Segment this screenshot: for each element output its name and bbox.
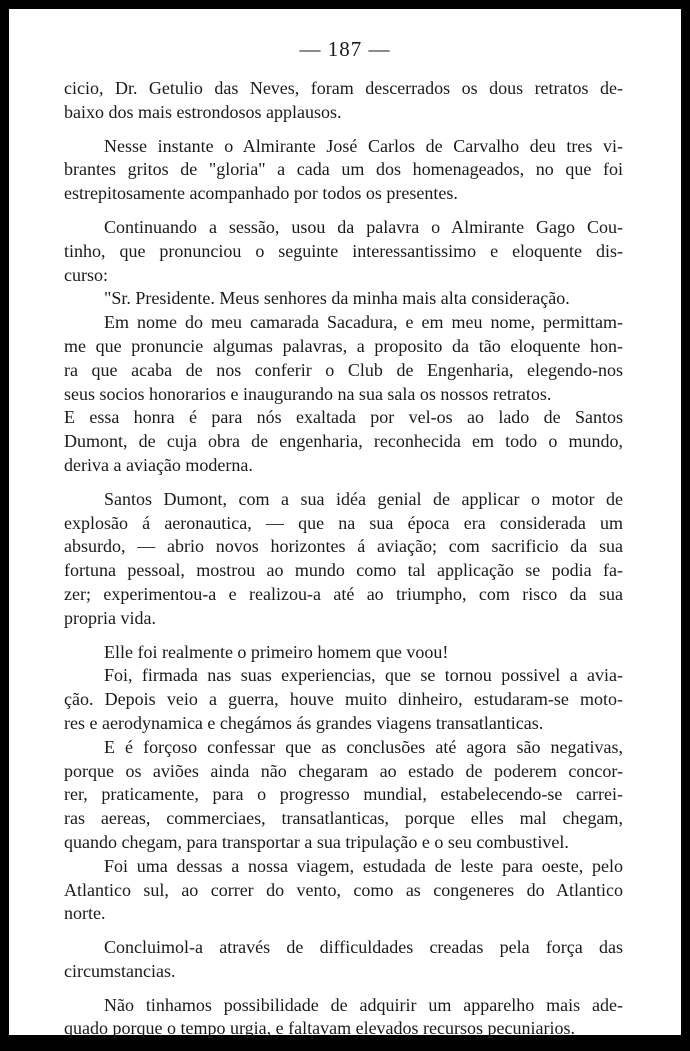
paragraph: [64, 641, 623, 665]
text-line: ção. Depois veio a guerra, houve muito dinheiro, estudaram-se moto-: [64, 689, 623, 710]
text-line: Continuando a sessão, usou da palavra o Almirante Gago Cou-: [104, 216, 623, 237]
text-line: Dumont, de cuja obra de engenharia, reconhecida em todo o mundo,: [64, 431, 623, 452]
text-line: Nesse instante o Almirante José Carlos de Carvalho deu tres vi-: [104, 135, 623, 156]
text-line: Foi uma dessas a nossa viagem, estudada de leste para oeste, pelo: [104, 855, 623, 876]
text-line: ras aereas, commerciaes, transatlanticas, porque elles mal chegam,: [64, 808, 623, 829]
page-number: — 187 —: [299, 37, 391, 61]
paragraph: [64, 488, 623, 631]
text-line: Foi, firmada nas suas experiencias, que se tornou possivel a avia-: [104, 665, 623, 686]
paragraph: [64, 135, 623, 206]
text-line: Concluimol-a através de difficuldades creadas pela força das: [104, 937, 623, 958]
text-line: Não tinhamos possibilidade de adquirir um apparelho mais ade-: [104, 994, 623, 1015]
text-line: absurdo, — abrio novos horizontes á aviação; com sacrificio da sua: [64, 536, 623, 557]
paragraph: [64, 311, 623, 406]
book-page: [9, 9, 681, 1039]
text-line: curso:: [64, 264, 108, 285]
text-line: Atlantico sul, ao correr do vento, como as congeneres do Atlantico: [64, 879, 623, 900]
text-line: estrepitosamente acompanhado por todos os presentes.: [64, 183, 458, 204]
text-line: seus socios honorarios e inaugurando na sua sala os nossos retratos.: [64, 383, 552, 404]
text-line: norte.: [64, 903, 106, 924]
text-line: ra que acaba de nos conferir o Club de Engenharia, elegendo-nos: [64, 359, 623, 380]
text-line: "Sr. Presidente. Meus senhores da minha mais alta consideração.: [104, 288, 570, 309]
text-line: baixo dos mais estrondosos applausos.: [64, 101, 342, 122]
text-line: E essa honra é para nós exaltada por vel-os ao lado de Santos: [64, 407, 623, 428]
text-line: fortuna pessoal, mostrou ao mundo como tal applicação se podia fa-: [64, 560, 623, 581]
paragraph: [64, 736, 623, 855]
paragraph: [64, 287, 623, 311]
paragraph: [64, 216, 623, 287]
text-line: porque os aviões ainda não chegaram ao estado de poderem concor-: [64, 760, 623, 781]
text-line: quando chegam, para transportar a sua tripulação e o seu combustivel.: [64, 831, 569, 852]
paragraph: [64, 855, 623, 926]
text-line: propria vida.: [64, 607, 156, 628]
text-line: rer, praticamente, para o progresso mundial, estabelecendo-se carrei-: [64, 784, 623, 805]
text-line: E é forçoso confessar que as conclusões até agora são negativas,: [104, 736, 623, 757]
paragraph: [64, 77, 623, 125]
text-line: circumstancias.: [64, 960, 176, 981]
paragraph: [64, 936, 623, 984]
text-line: me que pronuncie algumas palavras, a proposito da tão eloquente hon-: [64, 335, 623, 356]
text-line: brantes gritos de "gloria" a cada um dos homenageados, no que foi: [64, 159, 623, 180]
text-line: Elle foi realmente o primeiro homem que voou!: [104, 641, 449, 662]
text-line: explosão á aeronautica, — que na sua época era considerada um: [64, 512, 623, 533]
text-line: deriva a aviação moderna.: [64, 454, 253, 475]
text-line: tinho, que pronunciou o seguinte interessantissimo e eloquente dis-: [64, 240, 623, 261]
paragraph: [64, 994, 623, 1042]
text-line: zer; experimentou-a e realizou-a até ao triumpho, com risco da sua: [64, 583, 623, 604]
body-text: [64, 77, 623, 1051]
text-line: res e aerodynamica e chegámos ás grandes viagens transatlanticas.: [64, 712, 544, 733]
text-line: Santos Dumont, com a sua idéa genial de applicar o motor de: [104, 488, 623, 509]
text-line: quado porque o tempo urgia, e faltavam elevados recursos pecuniarios.: [64, 1018, 575, 1039]
paragraph: [64, 664, 623, 735]
paragraph: [64, 406, 623, 477]
text-line: Em nome do meu camarada Sacadura, e em meu nome, permittam-: [104, 312, 623, 333]
text-line: cicio, Dr. Getulio das Neves, foram descerrados os dous retratos de-: [64, 78, 623, 98]
